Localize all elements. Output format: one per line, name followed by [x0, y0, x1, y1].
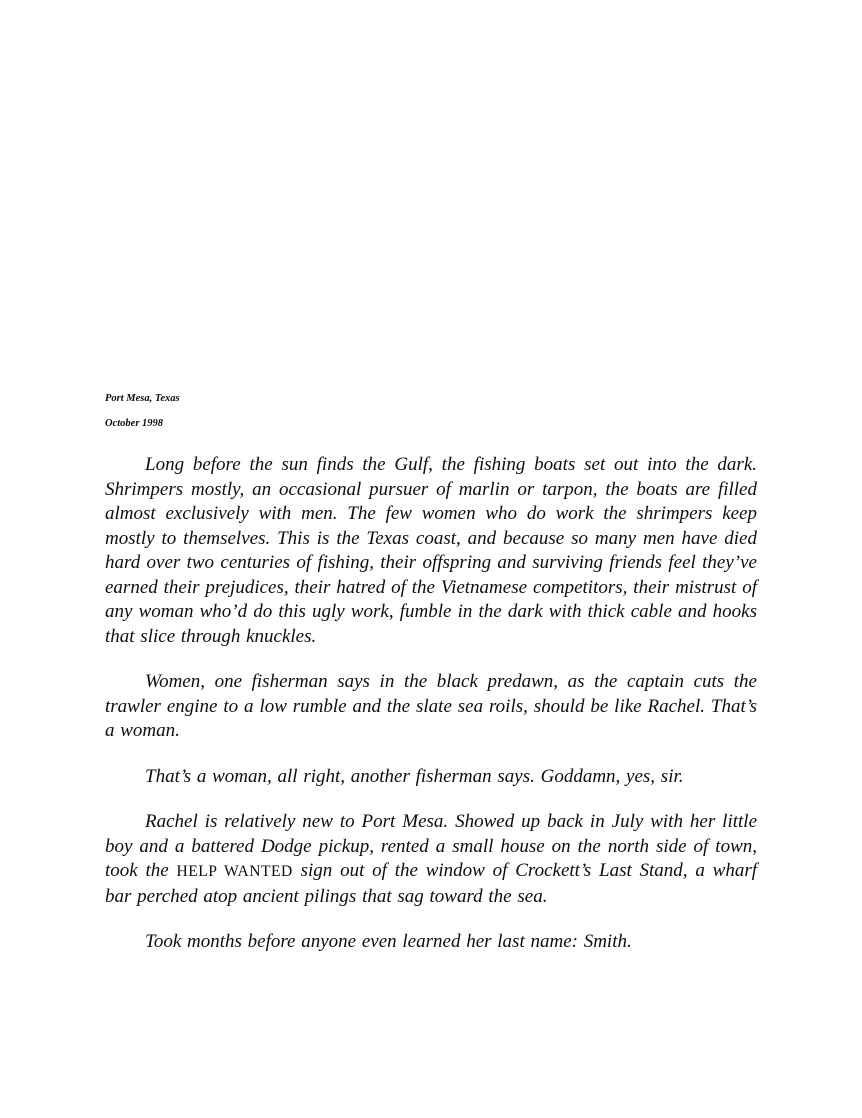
paragraph-4 — [105, 810, 757, 909]
help-wanted-smallcaps: HELP WANTED — [176, 863, 293, 880]
paragraph-4-text-before-smallcaps: Rachel is relatively new to Port Mesa. Showed up back in July with her little boy and a battered Dodge pickup, rented a small house on the north side of town, took the — [105, 811, 757, 881]
paragraph-1-text: Long before the sun finds the Gulf, the fishing boats set out into the dark. Shrimpers mostly, an occasional pursuer of marlin or tarpon, the boats are filled almost exclusively with men. The few women who do work the shrimpers keep mostly to themselves. This is the Texas coast, and because so many men have died hard over two centuries of fishing, their offspring and surviving friends feel they’ve earned their prejudices, their hatred of the Vietnamese competitors, their mistrust of any woman who’d do this ugly work, fumble in the dark with thick cable and hooks that slice through knuckles. — [105, 454, 757, 647]
dateline — [105, 394, 757, 429]
paragraph-3-text: That’s a woman, all right, another fisherman says. Goddamn, yes, sir. — [145, 765, 684, 787]
paragraph-2-text: Women, one fisherman says in the black predawn, as the captain cuts the trawler engine to a low rumble and the slate sea roils, should be like Rachel. That’s a woman. — [105, 671, 757, 741]
paragraph-5 — [105, 930, 757, 955]
paragraph-5-text: Took months before anyone even learned her last name: Smith. — [145, 931, 632, 952]
dateline-location: Port Mesa, Texas — [105, 393, 180, 404]
paragraph-3 — [105, 765, 757, 790]
paragraph-4-text-after-smallcaps: sign out of the window of Crockett’s Last Stand, a wharf bar perched atop ancient pilings that sag toward the sea. — [105, 860, 757, 907]
body-text — [105, 453, 757, 955]
dateline-date: October 1998 — [105, 418, 164, 429]
paragraph-1 — [105, 453, 757, 649]
paragraph-2 — [105, 670, 757, 744]
